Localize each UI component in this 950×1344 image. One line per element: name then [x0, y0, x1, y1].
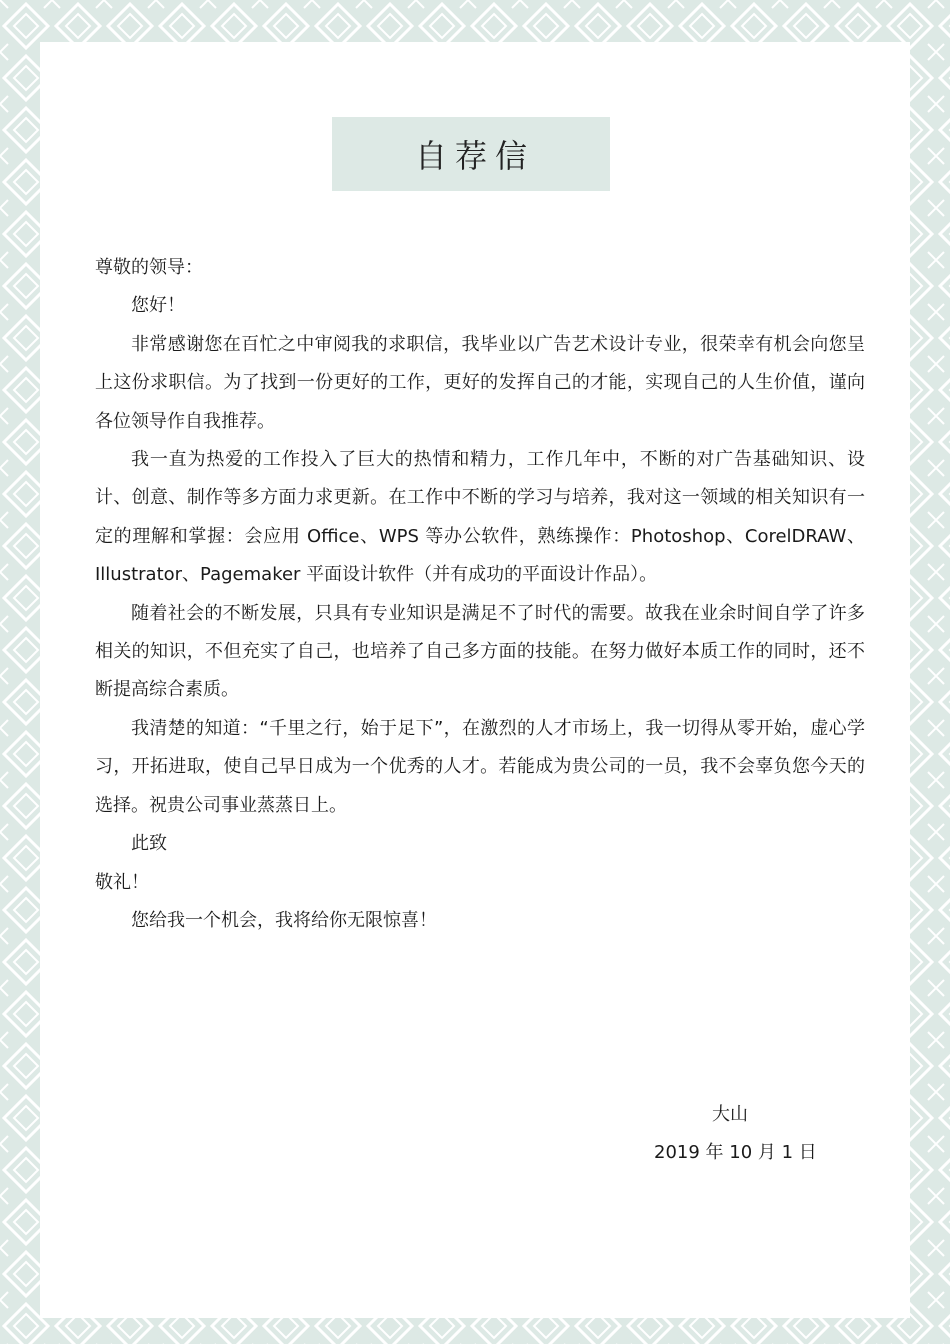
signature-date: 2019 年 10 月 1 日 [654, 1142, 817, 1163]
paragraph-intro: 非常感谢您在百忙之中审阅我的求职信，我毕业以广告艺术设计专业，很荣幸有机会向您呈上这份求职信。为了找到一份更好的工作，更好的发挥自己的才能，实现自己的人生价值，谨向各位领导作自我推荐。 [95, 333, 865, 432]
letter-paper [40, 42, 910, 1318]
paragraph-goal: 我清楚的知道：“千里之行，始于足下”，在激烈的人才市场上，我一切得从零开始，虚心学习，开拓进取，使自己早日成为一个优秀的人才。若能成为贵公司的一员，我不会辜负您今天的选择。祝贵公司事业蒸蒸日上。 [95, 717, 865, 816]
closing: 此致 [131, 833, 167, 855]
letter-title: 自荐信 [414, 137, 535, 175]
salutation: 尊敬的领导： [95, 257, 203, 278]
letter-body [95, 249, 865, 940]
signature-name: 大山 [712, 1104, 748, 1125]
postscript: 您给我一个机会，我将给你无限惊喜！ [131, 909, 437, 931]
regards: 敬礼！ [95, 871, 149, 893]
paragraph-learning: 随着社会的不断发展，只具有专业知识是满足不了时代的需要。故我在业余时间自学了许多相关的知识，不但充实了自己，也培养了自己多方面的技能。在努力做好本质工作的同时，还不断提高综合素质。 [95, 602, 865, 701]
paragraph-skills: 我一直为热爱的工作投入了巨大的热情和精力，工作几年中，不断的对广告基础知识、设计、创意、制作等多方面力求更新。在工作中不断的学习与培养，我对这一领域的相关知识有一定的理解和掌握：会应用 Office、WPS 等办公软件，熟练操作：Photoshop、CorelDRAW、Illustrator、Pagemaker 平面设计软件（并有成功的平面设计作品）。 [95, 449, 865, 586]
greeting: 您好！ [131, 295, 185, 317]
title-banner [332, 117, 610, 191]
